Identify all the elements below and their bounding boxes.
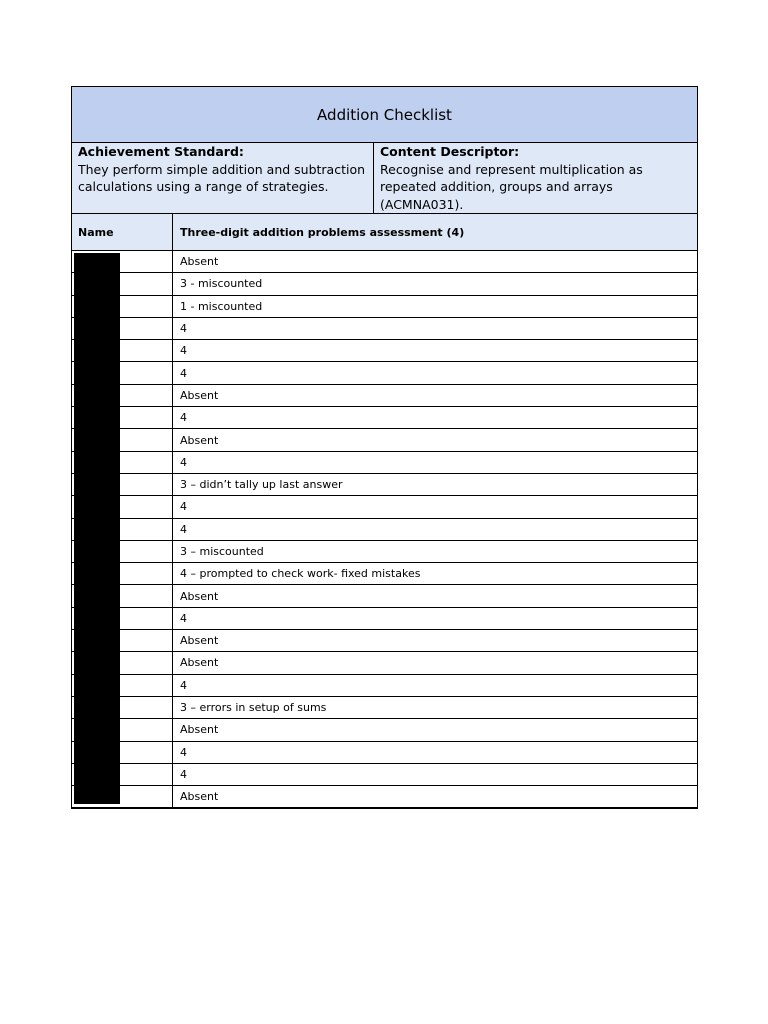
assessment-result-cell: Absent: [180, 388, 219, 402]
table-row: [72, 541, 697, 563]
assessment-result-cell: Absent: [180, 656, 219, 670]
checklist-title-row: [72, 87, 697, 143]
content-descriptor-text: Recognise and represent multiplication as repeated addition, groups and arrays (ACMNA031).: [380, 161, 643, 212]
table-row: [72, 652, 697, 674]
student-rows: [72, 251, 697, 808]
table-row: [72, 742, 697, 764]
table-row: [72, 608, 697, 630]
assessment-result-cell: 4: [180, 678, 187, 692]
assessment-result-cell: 4: [180, 366, 187, 380]
table-row: [72, 496, 697, 518]
assessment-result-cell: 3 – miscounted: [180, 545, 264, 558]
table-row: [72, 585, 697, 607]
achievement-standard-text: They perform simple addition and subtraction calculations using a range of strategies.: [78, 161, 366, 194]
standards-row: [72, 143, 697, 214]
assessment-result-cell: 4: [180, 522, 187, 536]
assessment-result-cell: Absent: [180, 589, 219, 603]
table-row: [72, 452, 697, 474]
assessment-result-cell: 3 – errors in setup of sums: [180, 701, 327, 715]
assessment-result-cell: Absent: [180, 723, 219, 737]
table-row: [72, 697, 697, 719]
table-row: [72, 362, 697, 384]
assessment-result-cell: 4: [180, 344, 187, 358]
assessment-result-cell: Absent: [180, 634, 219, 648]
addition-checklist-table: [71, 86, 698, 809]
table-row: [72, 340, 697, 362]
assessment-result-cell: 4: [180, 411, 187, 425]
name-column-header: Name: [72, 214, 173, 250]
content-descriptor-heading: Content Descriptor:: [380, 144, 520, 159]
table-row: [72, 429, 697, 451]
assessment-result-cell: 4: [180, 745, 187, 759]
assessment-result-cell: 4: [180, 500, 187, 514]
assessment-result-cell: Absent: [180, 790, 219, 804]
result-column-header: Three-digit addition problems assessment (4): [180, 225, 465, 239]
table-row: [72, 273, 697, 295]
achievement-standard-heading: Achievement Standard:: [78, 144, 244, 159]
table-row: [72, 719, 697, 741]
assessment-result-cell: Absent: [180, 255, 219, 269]
table-row: [72, 519, 697, 541]
achievement-standard-cell: [72, 143, 374, 213]
table-row: [72, 563, 697, 585]
content-descriptor-cell: [374, 143, 697, 213]
table-row: [72, 474, 697, 496]
checklist-title: Addition Checklist: [317, 105, 452, 124]
table-row: [72, 407, 697, 429]
table-row: [72, 251, 697, 273]
assessment-result-cell: Absent: [180, 433, 219, 447]
table-row: [72, 764, 697, 786]
table-row: [72, 786, 697, 808]
table-row: [72, 318, 697, 340]
table-row: [72, 630, 697, 652]
assessment-result-cell: 4 – prompted to check work- fixed mistakes: [180, 567, 421, 581]
assessment-result-cell: 4: [180, 611, 187, 625]
table-row: [72, 296, 697, 318]
assessment-result-cell: 4: [180, 767, 187, 781]
table-row: [72, 385, 697, 407]
column-header-row: [72, 214, 697, 251]
table-row: [72, 675, 697, 697]
assessment-result-cell: 3 - miscounted: [180, 277, 263, 291]
redacted-names-block: [74, 253, 120, 804]
assessment-result-cell: 4: [180, 322, 187, 336]
assessment-result-cell: 3 – didn’t tally up last answer: [180, 478, 343, 492]
assessment-result-cell: 4: [180, 455, 187, 469]
assessment-result-cell: 1 - miscounted: [180, 299, 263, 313]
